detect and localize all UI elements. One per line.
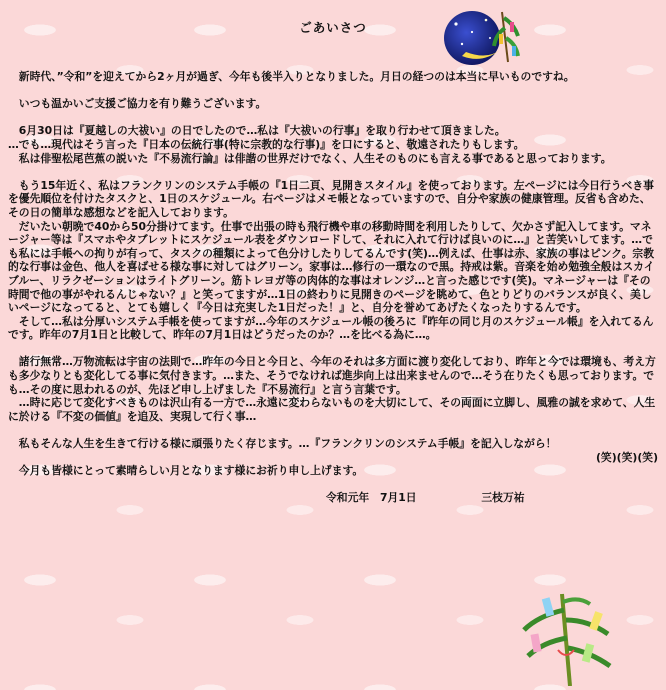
paragraph-fueki-ryuko: 諸行無常…万物流転は宇宙の法則で…昨年の今日と今日と、今年のそれは多方面に渡り変化しており、昨年と今では環境も、考え方も多少なりとも変化してる事に気付きます。…また、そうでなければ進歩向上は出来ませんので…そう在りたくも思っております。でも…その度に思われるのが、先ほど申し上げました『不易流行』と言う言葉です。 …時に応じて変化すべきものは沢山有る一方で…永遠に変わらないものを大切にして、その両面に立脚し、風雅の誠を求めて、人生に於ける『不変の価値』を追及、実現して行く事… <box>8 355 656 423</box>
signature-line <box>326 491 658 505</box>
page-title: ごあいさつ <box>299 20 367 35</box>
paragraph-nagoshi: 6月30日は『夏越しの大祓い』の日でしたので…私は『大祓いの行事』を取り行わせて頂きました。 …でも…現代はそう言った『日本の伝統行事(特に宗教的な行事)』を口にすると、敬遠されたりもします。 私は俳聖松尾芭蕉の説いた『不易流行論』は俳諧の世界だけでなく、人生そのものにも言える事であると思っております。 <box>8 124 612 165</box>
paragraph-intro: 新時代、”令和”を迎えてから2ヶ月が過ぎ、今年も後半入りとなりました。月日の経つのは本当に早いものですね。 <box>8 70 575 83</box>
moon-icon <box>442 2 522 70</box>
signature-date: 令和元年 7月1日 <box>326 491 417 505</box>
tanabata-bamboo-icon <box>518 590 618 686</box>
letter-body <box>8 70 658 505</box>
paragraph-resolve: 私もそんな人生を生きて行ける様に頑張りたく存じます。…『フランクリンのシステム手帳』を記入しながら！ <box>8 437 557 451</box>
paragraph-closing: 今月も皆様にとって素晴らしい月となります様にお祈り申し上げます。 <box>8 464 364 478</box>
paragraph-thanks: いつも温かいご支援ご協力を有り難うございます。 <box>8 97 267 111</box>
signature-name: 三枝万祐 <box>481 491 525 505</box>
laugh-text: (笑)(笑)(笑) <box>596 450 658 464</box>
paragraph-planner: もう15年近く、私はフランクリンのシステム手帳の『1日二頁、見開きスタイル』を使っております。左ページには今日行うべき事を優先順位を付けたタスクと、1日のスケジュール。右ページはメモ帳となっていますので、自分や家族の健康管理。反省も含めた、その日の簡単な感想などを記入しております。 だいたい朝晩で40から50分掛けてます。仕事で出張の時も飛行機や車の移動時間を利用したりして、欠かさず記入してます。マネージャー等は『スマホやタブレットにスケジュール表をダウンロードして、それに入れて行けば良いのに…』と苦笑いしてます。…でも私には手帳への拘りが有って、タスクの種類によって色分けしたりしてるんです(笑)…例えば、仕事は赤、家族の事はピンク。宗教的な行事は金色、他人を喜ばせる様な事に対してはグリーン。家事は…修行の一環なので黒。持戒は紫。音楽を始め勉強全般はスカイブルー、リラクゼーションはライトグリーン。筋トレヨガ等の肉体的な事はオレンジ…と言った感じです(笑)。マネージャーは『その時間で他の事がやれるんじゃない？』と笑ってますが…1日の終わりに見開きのページを眺めて、色とりどりのバランスが良く、美しいページになってると、とても嬉しく『今日は充実した1日だった！』と、自分を誉めてあげたくなったりするんです。 そして…私は分厚いシステム手帳を使ってますが…今年のスケジュール帳の後ろに『昨年の同じ月のスケジュール帳』を入れてるんです。昨年の7月1日と比較して、昨年の7月1日はどうだったのか？…を比べる為に…。 <box>8 178 655 342</box>
